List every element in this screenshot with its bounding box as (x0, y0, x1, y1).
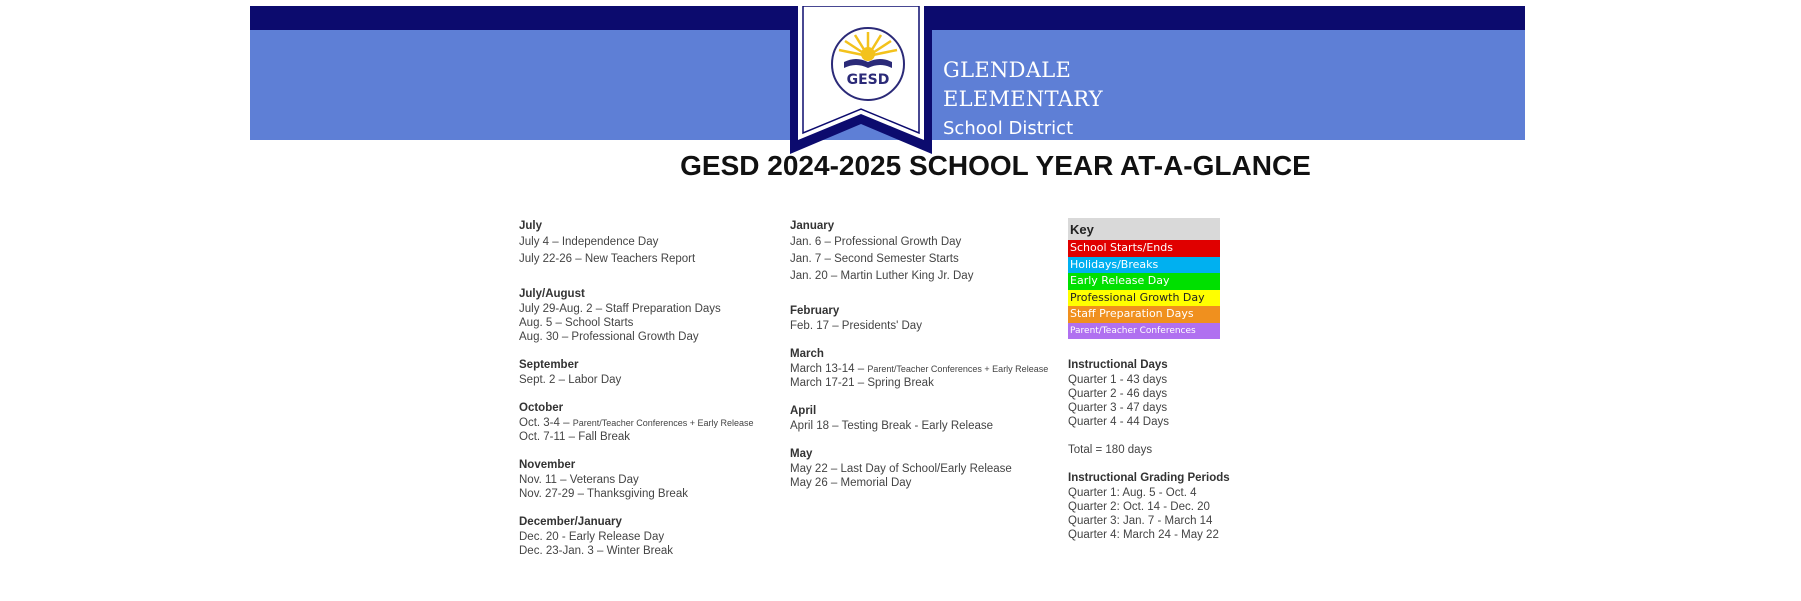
month-title: February (790, 305, 840, 317)
event-date: Oct. 3-4 – (519, 417, 573, 429)
month-section (519, 286, 779, 344)
month-section (790, 218, 1070, 285)
month-section (790, 346, 1070, 390)
district-name-line3: School District (943, 118, 1074, 139)
calendar-event: July 22-26 – New Teachers Report (519, 253, 696, 265)
info-item: Quarter 1 - 43 days (1068, 374, 1168, 386)
district-name-line2: ELEMENTARY (943, 87, 1103, 111)
month-section (790, 403, 1070, 433)
district-logo (830, 26, 906, 102)
key-row: Staff Preparation Days (1068, 306, 1220, 323)
info-item: Quarter 1: Aug. 5 - Oct. 4 (1068, 487, 1197, 499)
month-section (519, 514, 779, 558)
info-item: Quarter 4 - 44 Days (1068, 416, 1169, 428)
info-column (1068, 218, 1268, 555)
event-date: March 13-14 – (790, 363, 868, 375)
event-description-small: Parent/Teacher Conferences + Early Release (867, 364, 1049, 374)
calendar-event: May 22 – Last Day of School/Early Release (790, 463, 1012, 475)
instructional-days (1068, 357, 1268, 457)
grading-periods-title: Instructional Grading Periods (1068, 472, 1230, 484)
calendar-event: Dec. 20 - Early Release Day (519, 531, 665, 543)
calendar-column-1 (519, 218, 779, 571)
info-item: Quarter 2: Oct. 14 - Dec. 20 (1068, 501, 1210, 513)
key-row: Holidays/Breaks (1068, 257, 1220, 274)
month-title: December/January (519, 516, 622, 528)
calendar-event: Jan. 20 – Martin Luther King Jr. Day (790, 270, 974, 282)
calendar-event: Sept. 2 – Labor Day (519, 374, 622, 386)
calendar-event: Aug. 5 – School Starts (519, 317, 634, 329)
key-row: School Starts/Ends (1068, 240, 1220, 257)
calendar-event: April 18 – Testing Break - Early Release (790, 420, 994, 432)
month-title: May (790, 448, 813, 460)
month-title: March (790, 348, 824, 360)
key-row: Professional Growth Day (1068, 290, 1220, 307)
month-title: November (519, 459, 576, 471)
month-section (519, 218, 779, 268)
month-title: September (519, 359, 579, 371)
calendar-column-2 (790, 218, 1070, 503)
calendar-event (790, 362, 1070, 376)
info-item: Quarter 4: March 24 - May 22 (1068, 529, 1219, 541)
calendar-event: Nov. 27-29 – Thanksgiving Break (519, 488, 688, 500)
month-section (519, 457, 779, 501)
month-title: January (790, 220, 835, 232)
month-section (790, 446, 1070, 490)
info-item: Quarter 3: Jan. 7 - March 14 (1068, 515, 1213, 527)
month-section (790, 303, 1070, 333)
month-title: April (790, 405, 817, 417)
district-name-line1: GLENDALE (943, 58, 1072, 82)
instructional-days-title: Instructional Days (1068, 359, 1168, 371)
calendar-event: Jan. 6 – Professional Growth Day (790, 236, 962, 248)
calendar-event: Dec. 23-Jan. 3 – Winter Break (519, 545, 674, 557)
event-description-small: Parent/Teacher Conferences + Early Release (572, 418, 754, 428)
key-row: Parent/Teacher Conferences (1068, 323, 1220, 340)
logo-text: GESD (846, 72, 890, 88)
district-name (943, 56, 1103, 143)
calendar-event: Nov. 11 – Veterans Day (519, 474, 639, 486)
calendar-event: May 26 – Memorial Day (790, 477, 912, 489)
month-section (519, 400, 779, 444)
info-item: Quarter 2 - 46 days (1068, 388, 1168, 400)
calendar-event: Aug. 30 – Professional Growth Day (519, 331, 699, 343)
calendar-event: Oct. 7-11 – Fall Break (519, 431, 630, 443)
month-title: October (519, 402, 564, 414)
calendar-event: Jan. 7 – Second Semester Starts (790, 253, 959, 265)
month-title: July (519, 220, 543, 232)
calendar-event (519, 416, 779, 430)
key-row: Early Release Day (1068, 273, 1220, 290)
grading-periods (1068, 470, 1268, 542)
instructional-days-total: Total = 180 days (1068, 444, 1153, 456)
info-item: Quarter 3 - 47 days (1068, 402, 1168, 414)
legend-key (1068, 218, 1220, 339)
calendar-event: July 4 – Independence Day (519, 236, 659, 248)
header-banner (250, 6, 1525, 140)
calendar-event: March 17-21 – Spring Break (790, 377, 934, 389)
calendar-event: Feb. 17 – Presidents' Day (790, 320, 922, 332)
key-title: Key (1068, 218, 1220, 240)
month-title: July/August (519, 288, 585, 300)
month-section (519, 357, 779, 387)
calendar-event: July 29-Aug. 2 – Staff Preparation Days (519, 303, 721, 315)
page-title: GESD 2024-2025 SCHOOL YEAR AT-A-GLANCE (680, 150, 1311, 181)
